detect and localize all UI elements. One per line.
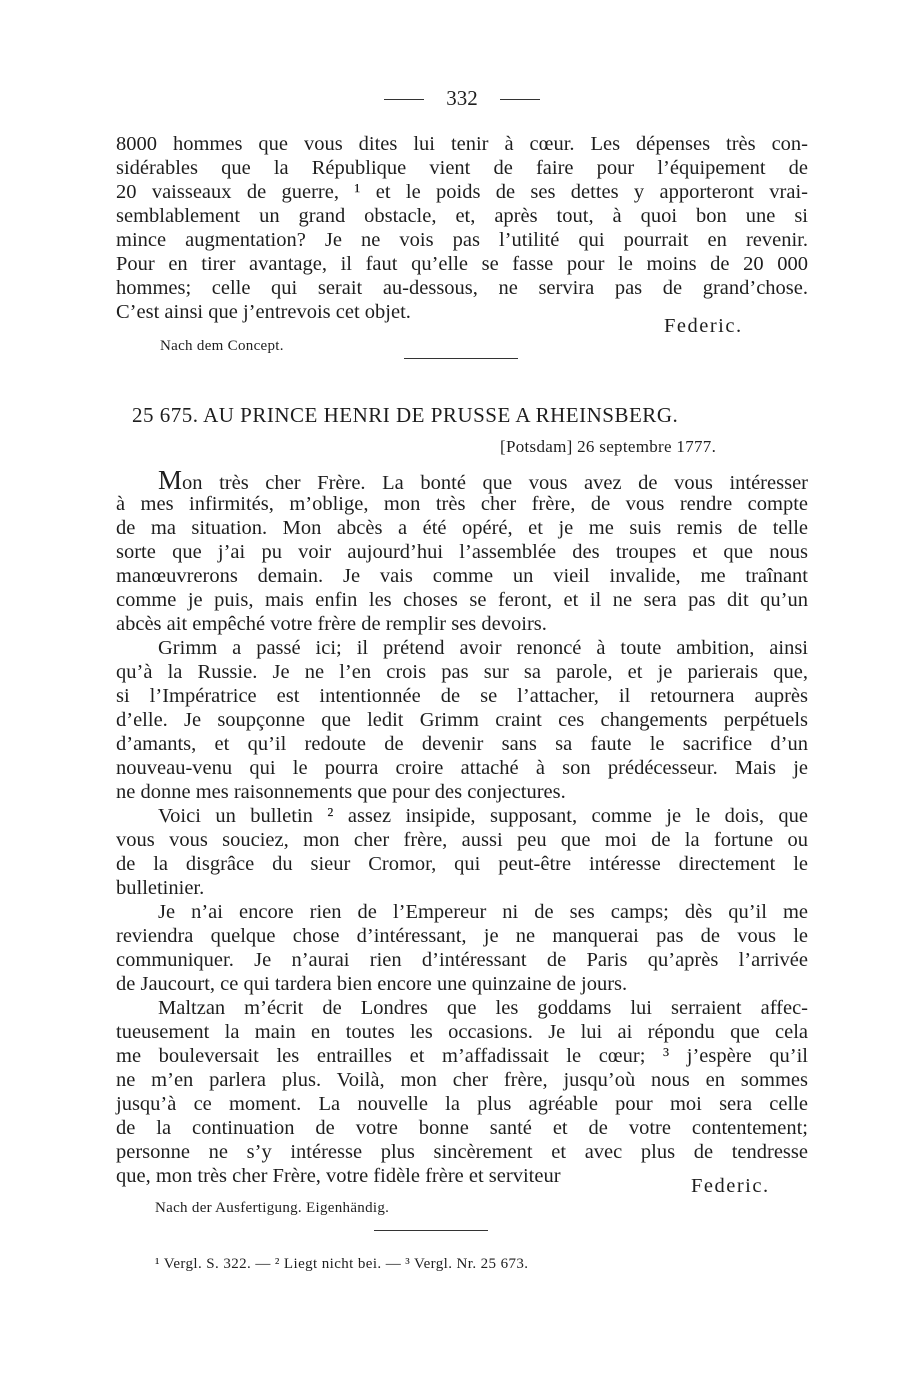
text-line: jusqu’à ce moment. La nouvelle la plus agréable pour moi sera celle bbox=[116, 1093, 808, 1115]
page-number: 332 bbox=[446, 86, 478, 110]
text-line: tueusement la main en toutes les occasions. Je lui ai répondu que cela bbox=[116, 1021, 808, 1043]
footnotes: ¹ Vergl. S. 322. — ² Liegt nicht bei. — ³ Vergl. Nr. 25 673. bbox=[155, 1256, 529, 1272]
text-line: ne m’en parlera plus. Voilà, mon cher frère, jusqu’où nous en sommes bbox=[116, 1069, 808, 1091]
text-line: Voici un bulletin ² assez insipide, supposant, comme je le dois, que bbox=[158, 805, 808, 827]
signature: Federic. bbox=[664, 315, 743, 337]
text-line: comme je puis, mais enfin les choses se feront, et il ne sera pas dit qu’un bbox=[116, 589, 808, 611]
text-line: Je n’ai encore rien de l’Empereur ni de ses camps; dès qu’il me bbox=[158, 901, 808, 923]
text-line: Maltzan m’écrit de Londres que les goddams lui serraient affec- bbox=[158, 997, 808, 1019]
text-line: qu’à la Russie. Je ne l’en crois pas sur sa parole, et je parierais que, bbox=[116, 661, 808, 683]
text-line: me bouleversait les entrailles et m’affadissait le cœur; ³ j’espère qu’il bbox=[116, 1045, 808, 1067]
header-dash-right bbox=[500, 99, 540, 100]
text-line: 20 vaisseaux de guerre, ¹ et le poids de ses dettes y apporteront vrai- bbox=[116, 181, 808, 203]
text-line: d’elle. Je soupçonne que ledit Grimm craint ces changements perpétuels bbox=[116, 709, 808, 731]
text-line: semblablement un grand obstacle, et, après tout, à quoi bon une si bbox=[116, 205, 808, 227]
text-line: que, mon très cher Frère, votre fidèle frère et serviteur bbox=[116, 1165, 561, 1187]
text-line: Grimm a passé ici; il prétend avoir renoncé à toute ambition, ainsi bbox=[158, 637, 808, 659]
text-line: C’est ainsi que j’entrevois cet objet. bbox=[116, 301, 411, 323]
text-line: manœuvrerons demain. Je vais comme un vieil invalide, me traînant bbox=[116, 565, 808, 587]
text-line: reviendra quelque chose d’intéressant, je ne manquerai pas de vous le bbox=[116, 925, 808, 947]
text-line: mince augmentation? Je ne vois pas l’utilité qui pourrait en revenir. bbox=[116, 229, 808, 251]
text-line: de la continuation de votre bonne santé et de votre contentement; bbox=[116, 1117, 808, 1139]
text-line: sorte que j’ai pu voir aujourd’hui l’assemblée des troupes et que nous bbox=[116, 541, 808, 563]
section-divider bbox=[404, 358, 518, 359]
text-line: d’amants, et qu’il redoute de devenir sans sa faute le sacrifice d’un bbox=[116, 733, 808, 755]
text-line: communiquer. Je n’aurai rien d’intéressant de Paris qu’après l’arrivée bbox=[116, 949, 808, 971]
text-line: 8000 hommes que vous dites lui tenir à cœur. Les dépenses très con- bbox=[116, 133, 808, 155]
text-line: personne ne s’y intéresse plus sincèrement et avec plus de tendresse bbox=[116, 1141, 808, 1163]
source-note: Nach der Ausfertigung. Eigenhändig. bbox=[155, 1200, 390, 1216]
text-line: Mon très cher Frère. La bonté que vous avez de vous intéresser bbox=[158, 465, 808, 495]
letter-heading: 25 675. AU PRINCE HENRI DE PRUSSE A RHEINSBERG. bbox=[132, 403, 679, 427]
text-line: sidérables que la République vient de faire pour l’équipement de bbox=[116, 157, 808, 179]
text-line: ne donne mes raisonnements que pour des conjectures. bbox=[116, 781, 566, 803]
text-line: à mes infirmités, m’oblige, mon très cher frère, de vous rendre compte bbox=[116, 493, 808, 515]
text-line: bulletinier. bbox=[116, 877, 205, 899]
text-line: hommes; celle qui serait au-dessous, ne servira pas de grand’chose. bbox=[116, 277, 808, 299]
text-line: de Jaucourt, ce qui tardera bien encore une quinzaine de jours. bbox=[116, 973, 628, 995]
text-line: nouveau-venu qui le pourra croire attaché à son prédécesseur. Mais je bbox=[116, 757, 808, 779]
text-line: Pour en tirer avantage, il faut qu’elle se fasse pour le moins de 20 000 bbox=[116, 253, 808, 275]
text-line: abcès ait empêché votre frère de remplir ses devoirs. bbox=[116, 613, 547, 635]
footnote-divider bbox=[374, 1230, 488, 1231]
text-line: de la disgrâce du sieur Cromor, qui peut-être intéresse directement le bbox=[116, 853, 808, 875]
text-line: si l’Impératrice est intentionnée de se l’attacher, il retournera auprès bbox=[116, 685, 808, 707]
header-dash-left bbox=[384, 99, 424, 100]
letter-dateline: [Potsdam] 26 septembre 1777. bbox=[500, 437, 717, 456]
text-line: de ma situation. Mon abcès a été opéré, et je me suis remis de telle bbox=[116, 517, 808, 539]
signature: Federic. bbox=[691, 1175, 770, 1197]
source-note: Nach dem Concept. bbox=[160, 338, 284, 354]
text-line: vous vous souciez, mon cher frère, aussi peu que moi de la fortune ou bbox=[116, 829, 808, 851]
page-header bbox=[0, 86, 900, 116]
